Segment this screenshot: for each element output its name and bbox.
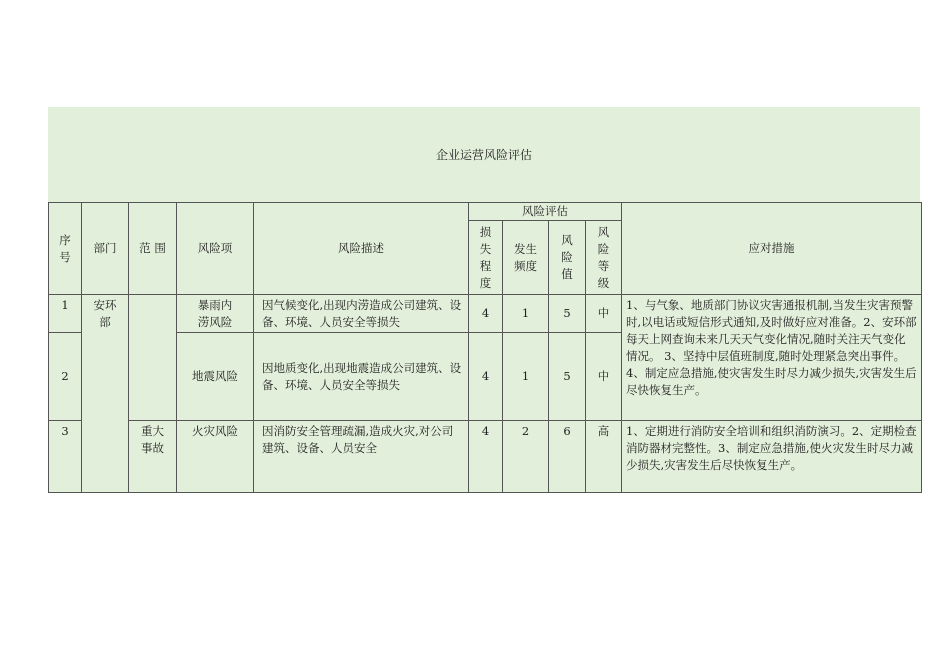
header-seq: [49, 203, 82, 295]
row1-dept-text: 安环部: [93, 298, 117, 329]
row3-seq: 3: [49, 421, 82, 493]
sheet-title: 企业运营风险评估: [435, 148, 532, 162]
row1-value: 5: [549, 295, 586, 333]
row3-desc: 因消防安全管理疏漏,造成火灾,对公司建筑、设备、人员安全: [254, 421, 469, 493]
header-dept: 部门: [82, 203, 129, 295]
row3-level: 高: [586, 421, 622, 493]
header-measures: 应对措施: [622, 203, 922, 295]
table-row: [49, 421, 922, 493]
row1-scope: [129, 295, 177, 421]
row1-loss: 4: [469, 295, 503, 333]
row2-seq: 2: [49, 333, 82, 421]
row2-value: 5: [549, 333, 586, 421]
row1-dept: [82, 295, 129, 493]
header-value: [549, 221, 586, 295]
row1-freq: 1: [503, 295, 549, 333]
row1-seq-text: 1: [61, 298, 69, 312]
row2-loss: 4: [469, 333, 503, 421]
row2-desc: 因地质变化,出现地震造成公司建筑、设备、环境、人员安全等损失: [254, 333, 469, 421]
header-freq: [503, 221, 549, 295]
row3-freq: 2: [503, 421, 549, 493]
row3-loss: 4: [469, 421, 503, 493]
row3-item: 火灾风险: [177, 421, 254, 493]
row3-value: 6: [549, 421, 586, 493]
row1-seq: [49, 295, 82, 333]
header-seq-label: 序号: [59, 232, 71, 264]
header-freq-label: 发生频度: [514, 241, 537, 273]
sheet-title-band: [48, 107, 920, 202]
header-scope: 范 围: [129, 203, 177, 295]
risk-table: [48, 202, 922, 493]
header-row-1: [49, 203, 922, 221]
header-level: [586, 221, 622, 295]
header-loss: [469, 221, 503, 295]
row2-freq: 1: [503, 333, 549, 421]
header-desc: 风险描述: [254, 203, 469, 295]
header-value-label: 风险值: [561, 233, 573, 281]
row3-scope-text: 重大事故: [141, 424, 164, 455]
table-row: [49, 295, 922, 333]
measures-fire: 1、定期进行消防安全培训和组织消防演习。2、定期检查消防器材完整性。3、制定应急措施,使火灾发生时尽力减少损失,灾害发生后尽快恢复生产。: [622, 421, 922, 493]
row2-level: 中: [586, 333, 622, 421]
row1-desc: 因气候变化,出现内涝造成公司建筑、设备、环境、人员安全等损失: [254, 295, 469, 333]
row1-level: 中: [586, 295, 622, 333]
measures-natural: 1、与气象、地质部门协议灾害通报机制,当发生灾害预警时,以电话或短信形式通知,及时做好应对准备。2、安环部每天上网查询未来几天天气变化情况,随时关注天气变化情况。 3、坚持中层值班制度,随时处理紧急突出事件。 4、制定应急措施,使灾害发生时尽力减少损失,灾害发生后尽快恢复生产。: [622, 295, 922, 421]
risk-assessment-sheet: [48, 107, 920, 493]
row3-scope: [129, 421, 177, 493]
header-level-label: 风险等级: [597, 224, 610, 290]
header-item: 风险项: [177, 203, 254, 295]
row1-item-text: 暴雨内涝风险: [197, 297, 233, 329]
row1-item: [177, 295, 254, 333]
row2-item: 地震风险: [177, 333, 254, 421]
header-eval-group: 风险评估: [469, 203, 622, 221]
header-loss-label: 损失程度: [479, 224, 492, 290]
